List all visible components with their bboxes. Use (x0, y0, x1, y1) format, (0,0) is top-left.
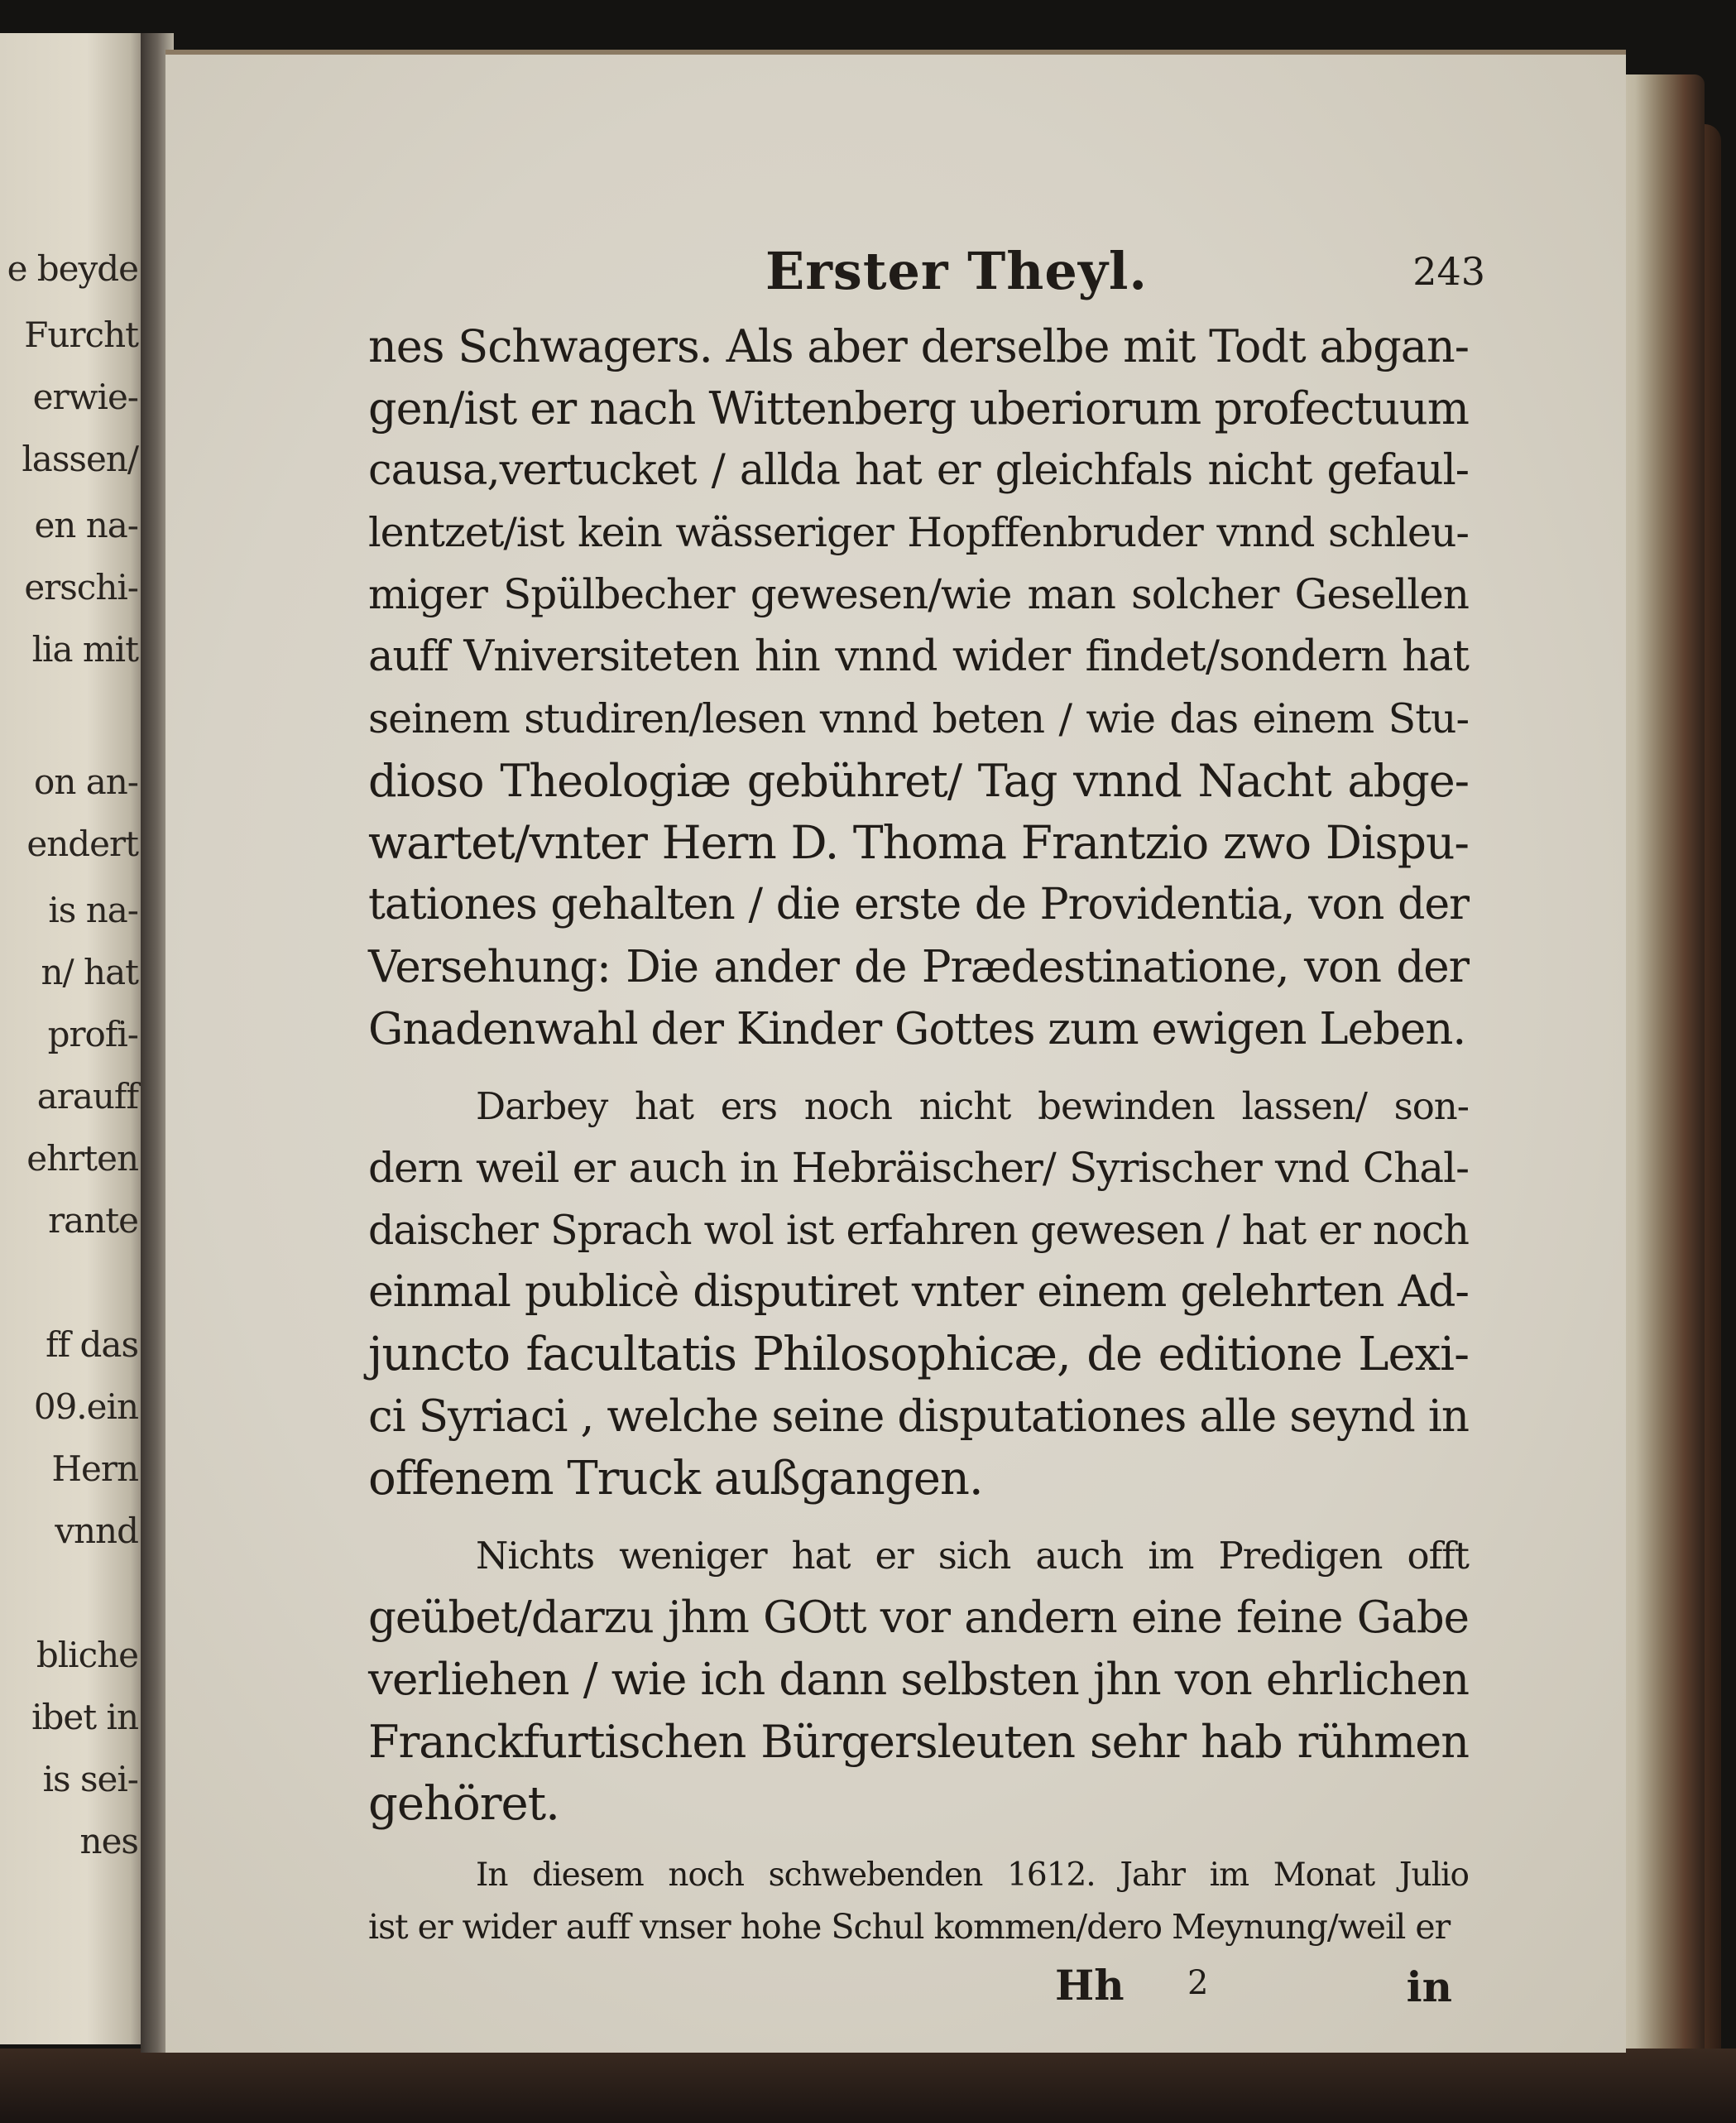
book-page (165, 50, 1626, 2053)
running-title: Erster Theyl. (765, 241, 1148, 301)
text-line: seinem studiren/lesen vnnd beten / wie das einem Stu- (368, 695, 1469, 742)
text-line: Darbey hat ers noch nicht bewinden lassen/ son- (476, 1084, 1469, 1128)
text-line: Versehung: Die ander de Prædestinatione, von der (368, 942, 1469, 992)
text-line: miger Spülbecher gewesen/wie man solcher Gesellen (368, 570, 1469, 618)
text-line: gen/ist er nach Wittenberg uberiorum profectuum (368, 382, 1469, 435)
left-page-line: Furcht (24, 315, 138, 355)
left-page-line: ff das (46, 1324, 138, 1365)
paragraph-gap (368, 1060, 1469, 1075)
left-page-line: en na- (34, 505, 138, 545)
text-line: Franckfurtischen Bürgersleuten sehr hab rühmen (368, 1716, 1469, 1768)
text-line: ist er wider auff vnser hohe Schul kommen/dero Meynung/weil er (368, 1907, 1451, 1947)
text-line: dioso Theologiæ gebühret/ Tag vnnd Nacht abge- (368, 755, 1469, 807)
left-page-line: Hern (51, 1448, 138, 1489)
catchword: in (1406, 1962, 1452, 2011)
text-line: In diesem noch schwebenden 1612. Jahr im Monat Julio (476, 1856, 1469, 1894)
left-page-line: bliche (36, 1635, 138, 1675)
left-page-line: endert (26, 824, 138, 864)
left-page-line: rante (48, 1200, 138, 1241)
left-page-line: on an- (34, 761, 138, 802)
text-line: ci Syriaci , welche seine disputationes alle seynd in (368, 1391, 1469, 1442)
left-page-line: erschi- (24, 567, 138, 608)
paragraph (368, 1525, 1469, 1835)
text-line: gehöret. (368, 1777, 559, 1831)
left-page-line: lia mit (31, 629, 138, 670)
text-line: geübet/darzu jhm GOtt vor andern eine feine Gabe (368, 1592, 1469, 1643)
signature-mark: Hh (1055, 1961, 1125, 2010)
text-line: Nichts weniger hat er sich auch im Predigen offt (476, 1534, 1469, 1578)
left-page-line: ehrten (26, 1138, 138, 1179)
paragraph-gap (368, 1510, 1469, 1525)
left-page-line: is na- (48, 890, 138, 930)
left-page-line: 09.ein (33, 1386, 138, 1427)
text-line: Gnadenwahl der Kinder Gottes zum ewigen Leben. (368, 1004, 1466, 1054)
text-line: verliehen / wie ich dann selbsten jhn von ehrlichen (368, 1655, 1469, 1705)
running-head (368, 241, 1485, 315)
signature-line (368, 1961, 1469, 2019)
left-page-line: vnnd (55, 1511, 138, 1551)
previous-page-sliver (0, 33, 145, 2044)
text-line: tationes gehalten / die erste de Providentia, von der (368, 880, 1469, 929)
left-page-line: profi- (47, 1014, 138, 1054)
left-page-line: erwie- (32, 377, 138, 417)
text-line: causa,vertucket / allda hat er gleichfals nicht gefaul- (368, 446, 1469, 495)
left-page-line: is sei- (42, 1759, 138, 1799)
paragraph (368, 315, 1469, 1060)
left-page-line: nes (79, 1821, 138, 1861)
left-page-line: lassen/ (22, 439, 138, 479)
paragraph (368, 1075, 1469, 1510)
text-line: lentzet/ist kein wässeriger Hopffenbruder vnnd schleu- (368, 509, 1469, 556)
left-page-line: e beyde (7, 248, 138, 289)
body-text (368, 315, 1469, 1952)
text-line: auff Vniversiteten hin vnnd wider findet/sondern hat (368, 632, 1469, 681)
page-text-block (368, 241, 1485, 2019)
text-line: dern weil er auch in Hebräischer/ Syrischer vnd Chal- (368, 1144, 1469, 1192)
page-number: 243 (1412, 249, 1485, 294)
table-surface (0, 2049, 1736, 2123)
signature-number: 2 (1187, 1964, 1209, 2002)
text-line: einmal publicè disputiret vnter einem gelehrten Ad- (368, 1267, 1469, 1317)
text-line: wartet/vnter Hern D. Thoma Frantzio zwo Dispu- (368, 816, 1469, 869)
left-page-line: n/ hat (41, 952, 138, 992)
text-line: offenem Truck außgangen. (368, 1452, 983, 1506)
paragraph (368, 1850, 1469, 1952)
left-page-line: ibet in (31, 1697, 138, 1737)
left-page-line: arauff (36, 1076, 138, 1117)
text-line: juncto facultatis Philosophicæ, de editione Lexi- (368, 1328, 1469, 1381)
text-line: daischer Sprach wol ist erfahren gewesen / hat er noch (368, 1207, 1469, 1254)
text-line: nes Schwagers. Als aber derselbe mit Todt abgan- (368, 320, 1469, 372)
paragraph-gap (368, 1835, 1469, 1850)
